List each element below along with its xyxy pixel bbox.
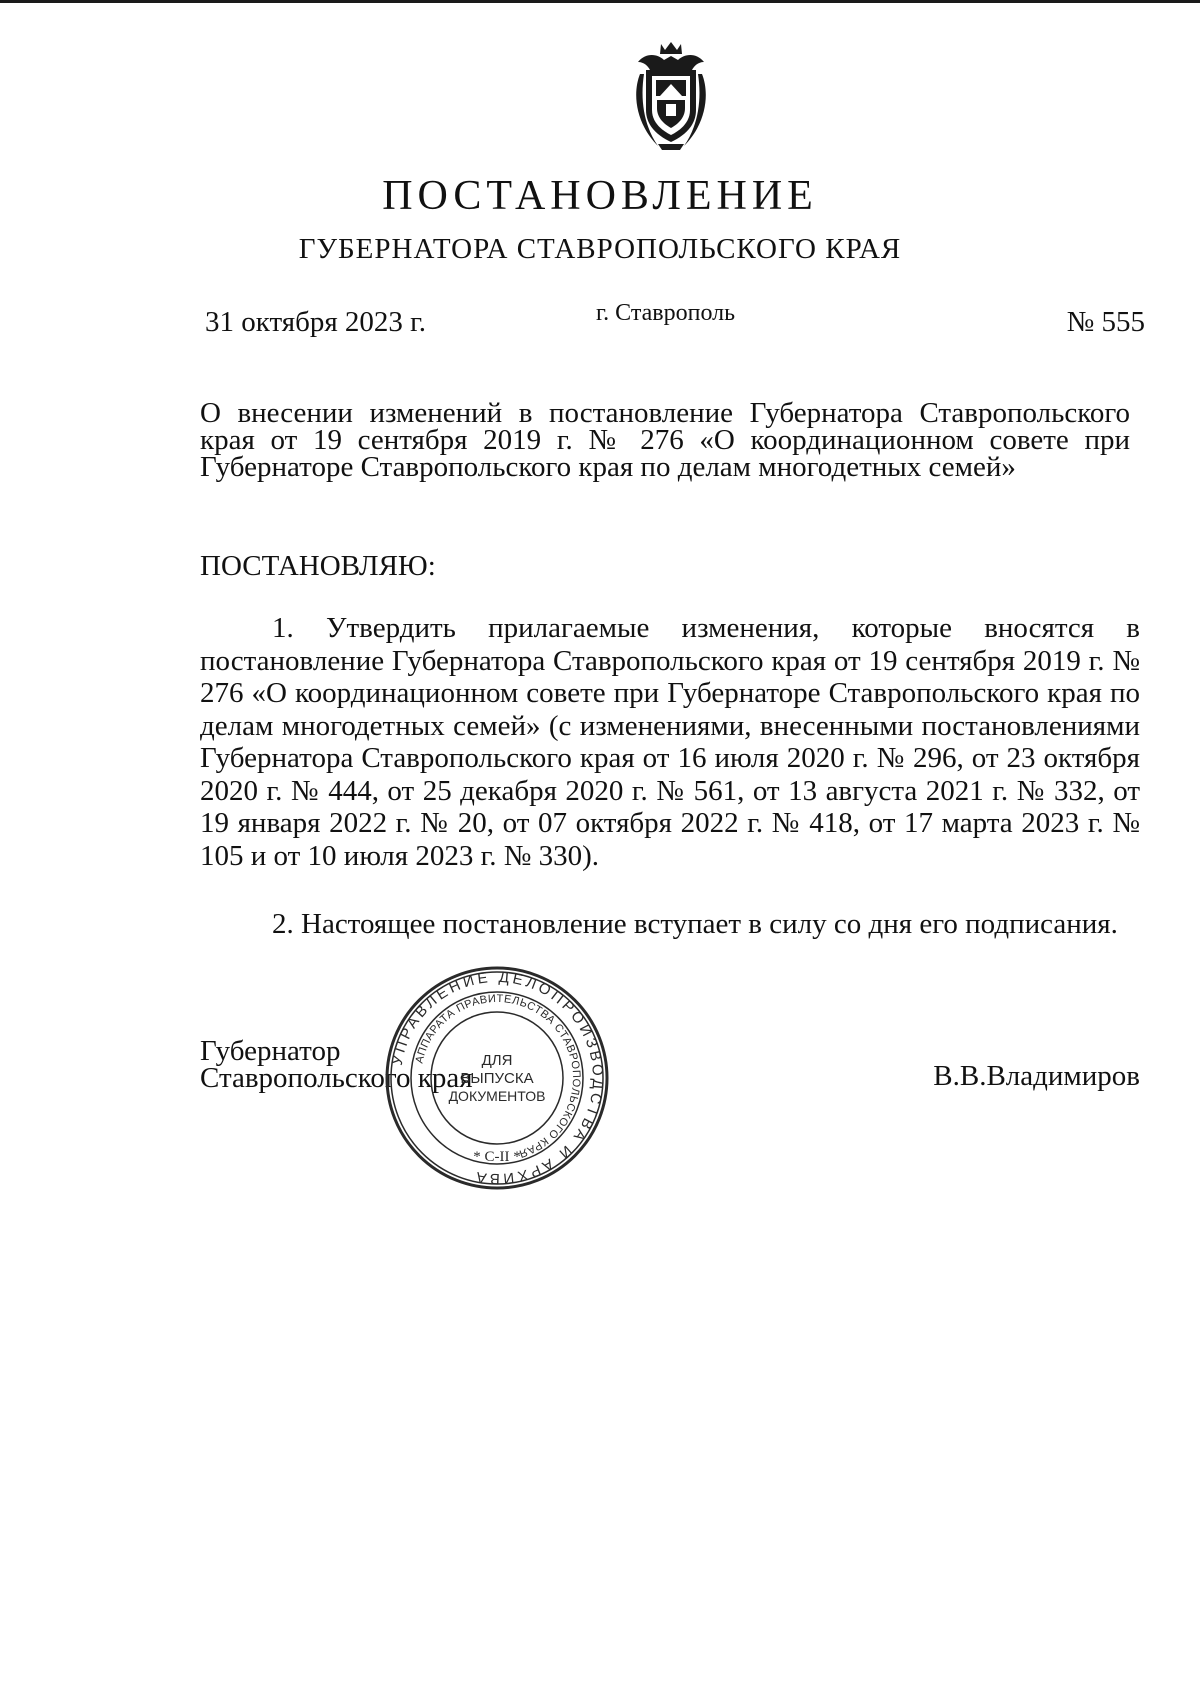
signer-title-line-2: Ставропольского края bbox=[200, 1062, 473, 1094]
top-border-line bbox=[0, 0, 1200, 3]
document-number: № 555 bbox=[1066, 306, 1145, 338]
document-place: г. Ставрополь bbox=[596, 300, 736, 326]
clause-1: 1. Утвердить прилагаемые изменения, которые вносятся в постановление Губернатора Ставропольского края от 19 сентября 2019 г. № 276 «О координационном совете при Губернаторе Ставропольского края по делам многодетных семей» (с изменениями, внесенными постановлениями Губернатора Ставропольского края от 16 июля 2020 г. № 296, от 23 октября 2020 г. № 444, от 25 декабря 2020 г. № 561, от 13 августа 2021 г. № 332, от 19 января 2022 г. № 20, от 07 октября 2022 г. № 418, от 17 марта 2023 г. № 105 и от 10 июля 2023 г. № 330). bbox=[200, 612, 1140, 872]
stamp-center-line-2: ВЫПУСКА bbox=[460, 1070, 534, 1087]
stamp-center-line-3: ДОКУМЕНТОВ bbox=[448, 1088, 546, 1104]
stamp-center-line-1: ДЛЯ bbox=[481, 1052, 513, 1069]
stamp-outer-text: УПРАВЛЕНИЕ ДЕЛОПРОИЗВОДСТВА И АРХИВА bbox=[388, 968, 607, 1188]
clause-2: 2. Настоящее постановление вступает в силу со дня его подписания. bbox=[272, 908, 1118, 940]
stamp-inner-text: АППАРАТА ПРАВИТЕЛЬСТВА СТАВРОПОЛЬСКОГО КРАЯ bbox=[413, 992, 583, 1160]
decree-word: ПОСТАНОВЛЯЮ: bbox=[200, 550, 436, 582]
document-subject: О внесении изменений в постановление Губернатора Ставропольского края от 19 сентября 2019 г. № 276 «О координационном совете при Губернаторе Ставропольского края по делам многодетных семей» bbox=[200, 397, 1130, 483]
coat-of-arms-icon bbox=[628, 40, 714, 152]
signer-title-line-1: Губернатор bbox=[200, 1035, 341, 1067]
stamp-code: * С-II * bbox=[473, 1149, 521, 1165]
official-stamp bbox=[384, 965, 610, 1191]
document-type-title: ПОСТАНОВЛЕНИЕ bbox=[382, 173, 818, 219]
document-issuer: ГУБЕРНАТОРА СТАВРОПОЛЬСКОГО КРАЯ bbox=[298, 233, 902, 265]
document-date: 31 октября 2023 г. bbox=[205, 306, 427, 338]
signer-name: В.В.Владимиров bbox=[933, 1060, 1140, 1092]
